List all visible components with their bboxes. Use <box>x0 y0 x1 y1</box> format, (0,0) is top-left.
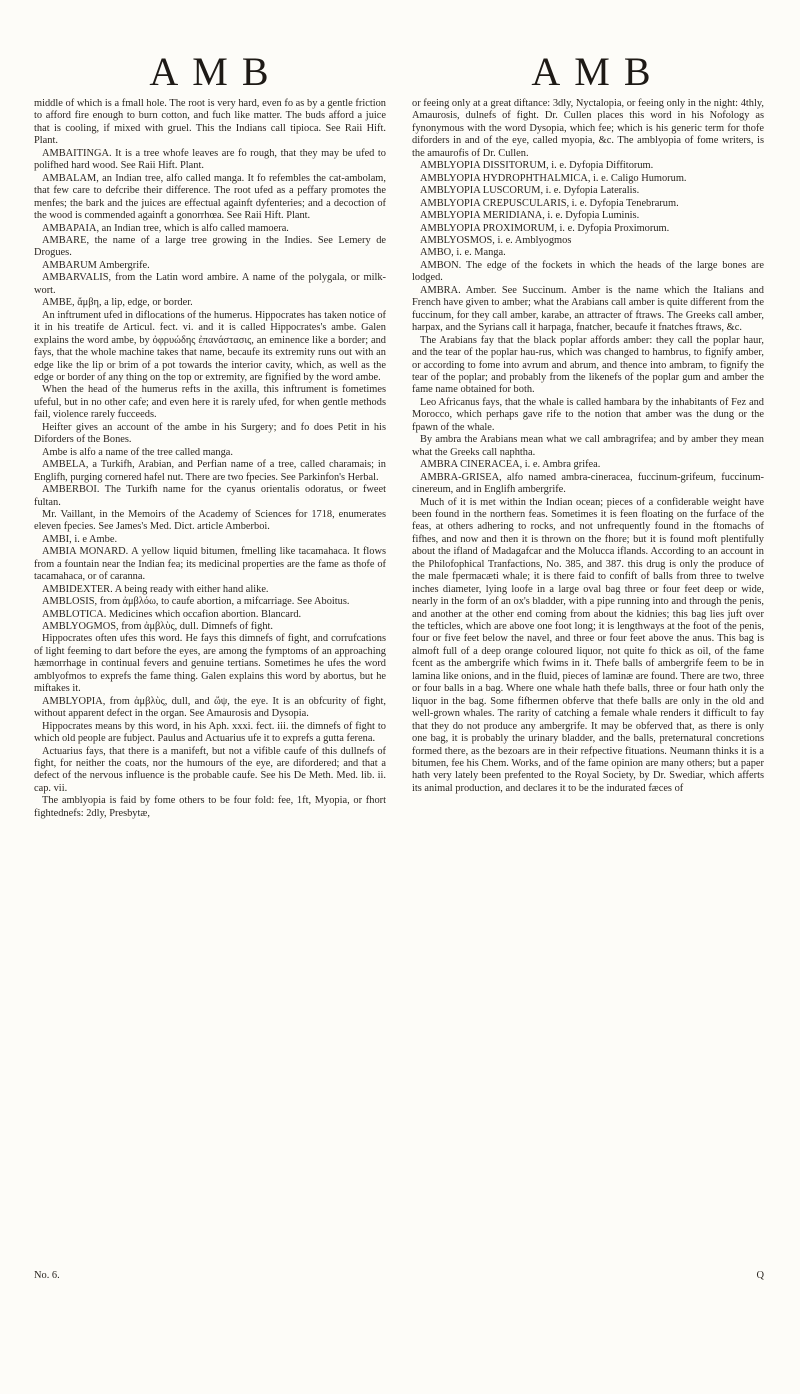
entry-paragraph: AMBO, i. e. Manga. <box>420 247 506 259</box>
header-right: AMB <box>531 49 665 94</box>
entry-paragraph: or feeing only at a great diftance: 3dly, Nyctalopia, or feeing only in the night: 4thly, Amaurosis, dulnefs of fight. Dr. Cullen places this word in his Nofology as fynonymous with the word Dysopia, which fee; which is his generic term for thofe diforders in and of the eye, called myopia, &c. The amblyopia of fome writers, is the amaurofis of Dr. Cullen. <box>412 98 764 159</box>
entry-paragraph: AMBI, i. e Ambe. <box>42 533 118 545</box>
entry-paragraph: AMBARUM Ambergrife. <box>42 259 150 271</box>
entry-paragraph: Ambe is alfo a name of the tree called manga. <box>42 446 233 458</box>
entry-paragraph: AMBRA-GRISEA, alfo named ambra-cineracea, fuccinum-grifeum, fuccinum-cinereum, and in Englifh ambergrife. <box>412 471 764 496</box>
entry-paragraph: AMBLYOPIA HYDROPHTHALMICA, i. e. Caligo Humorum. <box>420 172 687 184</box>
entry-paragraph: Actuarius fays, that there is a manifeft, but not a vifible caufe of this dullnefs of fight, for neither the coats, nor the humours of the eye, are difordered; and that a defect of the nervous influence is the probable caufe. See his De Meth. Med. lib. ii. cap. vii. <box>34 745 386 794</box>
entry-paragraph: AMBIA MONARD. A yellow liquid bitumen, fmelling like tacamahaca. It flows from a fountain near the Indian fea; its medicinal properties are the fame as thofe of tacamahaca, or of caranna. <box>34 546 386 583</box>
entry-paragraph: AMBARVALIS, from the Latin word ambire. A name of the polygala, or milk-wort. <box>34 272 386 296</box>
left-column <box>34 98 386 820</box>
entry-paragraph: AMBLYOPIA PROXIMORUM, i. e. Dyfopia Proximorum. <box>420 222 670 234</box>
entry-paragraph: The amblyopia is faid by fome others to be four fold: fee, 1ft, Myopia, or fhort fightednefs: 2dly, Presbytæ, <box>34 795 386 819</box>
entry-paragraph: AMBARE, the name of a large tree growing in the Indies. See Lemery de Drogues. <box>34 234 386 259</box>
entry-paragraph: AMBLYOPIA MERIDIANA, i. e. Dyfopia Luminis. <box>420 210 640 222</box>
entry-paragraph: AMBLYOPIA CREPUSCULARIS, i. e. Dyfopia Tenebrarum. <box>420 197 679 209</box>
entry-paragraph: AMBAITINGA. It is a tree whofe leaves are fo rough, that they may be ufed to polifhed hard wood. See Raii Hift. Plant. <box>34 147 386 172</box>
entry-paragraph: AMBRA. Amber. See Succinum. Amber is the name which the Italians and French have given to amber; what the Arabians call amber is quite different from the fuccinum, for they call amber, karabe, an attracter of ftraws. The Greeks call amber, harpax, and the Syrians call it harpaga, fnatcher, becaufe it fnatches ftraws, &c. <box>412 284 764 334</box>
entry-paragraph: When the head of the humerus refts in the axilla, this inftrument is fometimes ufeful, but in no other cafe; and even here it is rarely ufed, for when gentle methods fail, violence rarely fucceeds. <box>34 384 386 421</box>
entry-paragraph: Hippocrates means by this word, in his Aph. xxxi. fect. iii. the dimnefs of fight to which old people are fubject. Paulus and Actuarius ufe it to exprefs a gutta ferena. <box>34 720 386 745</box>
entry-paragraph: AMBLOTICA. Medicines which occafion abortion. Blancard. <box>42 608 302 620</box>
entry-paragraph: AMBLOSIS, from ἀμβλόω, to caufe abortion, a mifcarriage. See Aboitus. <box>42 596 350 608</box>
entry-paragraph: AMBIDEXTER. A being ready with either hand alike. <box>42 583 269 595</box>
running-header <box>0 48 800 94</box>
right-column <box>412 98 764 795</box>
entry-paragraph: AMBELA, a Turkifh, Arabian, and Perfian name of a tree, called charamais; in Englifh, purging cornered hafel nut. There are two fpecies. See Parkinfon's Herbal. <box>34 459 386 483</box>
entry-paragraph: By ambra the Arabians mean what we call ambragrifea; and by amber they mean what the Greeks call naphtha. <box>412 434 764 458</box>
header-left: AMB <box>149 49 283 94</box>
entry-paragraph: AMBALAM, an Indian tree, alfo called manga. It fo refembles the cat-ambolam, that few care to defcribe their difference. The root ufed as a peffary promotes the menfes; the bark and the juices are effectual againft dyfenteries; and a decoction of the wood is commended againft a gonorrhœa. See Raii Hift. Plant. <box>34 172 386 222</box>
entry-paragraph: AMBRA CINERACEA, i. e. Ambra grifea. <box>420 459 601 471</box>
entry-paragraph: The Arabians fay that the black poplar affords amber: they call the poplar haur, and the tear of the poplar hau-rus, which was changed to hambrus, to fignify amber, or according to fome into avrum and abrum, and thence into ambram, to fignify the tear of the poplar; and probably from the likenefs of the poplar gum and amber the fame name obtained for both. <box>412 334 764 396</box>
entry-paragraph: AMBLYOGMOS, from ἀμβλὺς, dull. Dimnefs of fight. <box>42 621 274 633</box>
entry-paragraph: AMBERBOI. The Turkifh name for the cyanus orientalis odoratus, or fweet fultan. <box>34 484 386 508</box>
entry-paragraph: Hippocrates often ufes this word. He fays this dimnefs of fight, and corrufcations of light feeming to dart before the eyes, are among the fymptoms of an approaching hæmorrhage in continual fevers and genuine tertians. Sometimes he ufes the word amblyofmos to exprefs the fame thing. Galen explains this word by abortus, but he miftakes it. <box>34 633 386 695</box>
entry-paragraph: Much of it is met within the Indian ocean; pieces of a confiderable weight have been found in the northern feas. Sometimes it is feen floating on the furface of the feas, at others adhering to rocks, and not unfrequently found in the ftomachs of fifhes, and now and then it is thrown on the fhore; but it is found moft plentifully about the ifland of Madagafcar and the Molucca iflands. According to an account in the Philofophical Tranfactions, No. 385, and 387. this drug is only the produce of the male fpermacæti whale; it is there faid to confift of balls from three to twelve inches diameter, lying loofe in a large oval bag three or four feet deep or wide, nearly in the form of an ox's bladder, with a pipe running into and through the penis, and another at the other end coming from about the kidnies; this bag lies juft over the tefticles, which are above one foot long; it is lengthways at the foot of the penis, four or five feet below the navel, and three or four feet above the anus. This bag is almoft full of a deep orange coloured liquor, not quite fo thick as oil, of the fame fcent as the ambergrife which fwims in it. Thefe balls of ambergrife feem to be in lamina like onions, and in the fluid, pieces of laminæ are found. There are two, three or four balls in a bag. Where one whale hath thefe balls, three or four hath only the liquor in the bag. Some fifhermen obferve that thefe balls are only in the old and well-grown whales. The rarity of catching a female whale renders it difficult to fay that they do not produce any ambergrife. It may be obferved that, as there is only one bag, it is probably the urinary bladder, and the balls, preternatural concretions formed there, as the bezoars are in their refpective fituations. Neumann thinks it is a bitumen, fee his Chem. Works, and of the fame opinion are many others; but a paper hath very lately been prefented to the Royal Society, by Dr. Swediar, which afferts its animal production, and declares it to be the indurated fæces of <box>412 496 764 794</box>
entry-paragraph: AMBLYOPIA DISSITORUM, i. e. Dyfopia Diffitorum. <box>420 160 654 172</box>
entry-paragraph: Heifter gives an account of the ambe in his Surgery; and fo does Petit in his Diforders of the Bones. <box>34 421 386 446</box>
issue-number: No. 6. <box>34 1270 60 1281</box>
entry-paragraph: AMBLYOPIA, from ἀμβλὺς, dull, and ὤψ, the eye. It is an obfcurity of fight, without apparent defect in the organ. See Amaurosis and Dysopia. <box>34 695 386 720</box>
entry-paragraph: AMBE, ἄμβη, a lip, edge, or border. <box>42 297 193 309</box>
signature-mark: Q <box>756 1270 764 1281</box>
entry-paragraph: AMBLYOPIA LUSCORUM, i. e. Dyfopia Lateralis. <box>420 185 640 197</box>
entry-paragraph: AMBLYOSMOS, i. e. Amblyogmos <box>420 234 572 246</box>
entry-paragraph: middle of which is a fmall hole. The root is very hard, even fo as by a gentle friction to afford fire enough to burn cotton, and fuch like matter. The buds afford a juice that is cooling, if mixed with gruel. This the Indians call tipioca. See Raii Hift. Plant. <box>34 98 386 147</box>
entry-paragraph: AMBON. The edge of the fockets in which the heads of the large bones are lodged. <box>412 259 764 284</box>
entry-paragraph: Mr. Vaillant, in the Memoirs of the Academy of Sciences for 1718, enumerates eleven fpecies. See James's Med. Dict. article Amberboi. <box>34 508 386 533</box>
entry-paragraph: Leo Africanus fays, that the whale is called hambara by the inhabitants of Fez and Morocco, which perhaps gave rife to the notion that amber was the dung or the fpawn of the whale. <box>412 396 764 433</box>
entry-paragraph: AMBAPAIA, an Indian tree, which is alfo called mamoera. <box>42 222 289 234</box>
entry-paragraph: An inftrument ufed in diflocations of the humerus. Hippocrates has taken notice of it in his treatife de Articul. fect. vi. and it is called Hippocrates's ambe. Galen explains the word ambe, by ὀφρυώδης ἐπανάστασις, an eminence like a border; and fays, that the whole machine takes that name, becaufe its extremity runs out with an edge like the lip or brim of a pot towards the interior cavity, which, as well as the edge or border of any thing on the top or extremity, are fignified by the word ambe. <box>34 309 386 383</box>
